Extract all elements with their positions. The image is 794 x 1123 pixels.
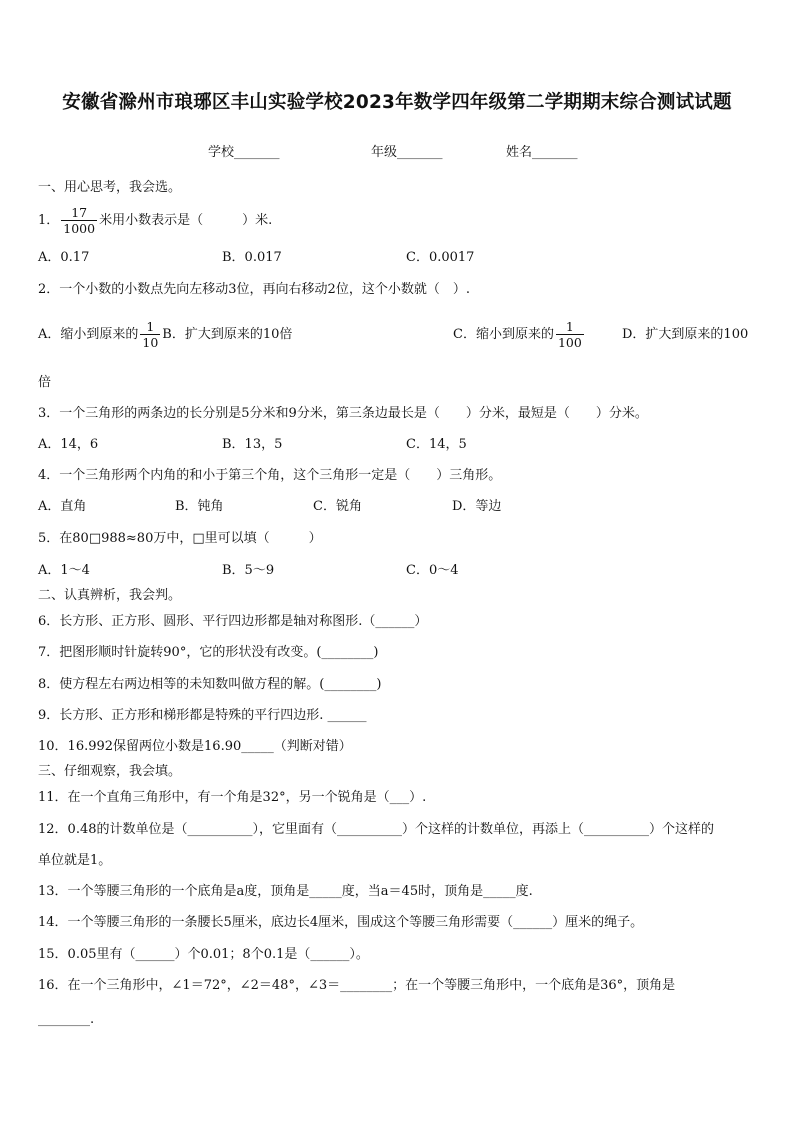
question-2: 2．一个小数的小数点先向左移动3位，再向右移动2位，这个小数就（ ）. — [38, 282, 470, 297]
fraction-numerator: 1 — [565, 319, 574, 334]
q5-option-b: B．5～9 — [222, 563, 275, 578]
grade-field: 年级_______ — [371, 145, 443, 160]
section-1-heading: 一、用心思考，我会选。 — [38, 180, 182, 195]
question-12-line-1: 12．0.48的计数单位是（__________），它里面有（__________）个这样的计数单位，再添上（__________）个这样的 — [38, 822, 714, 837]
question-14: 14．一个等腰三角形的一条腰长5厘米，底边长4厘米，围成这个等腰三角形需要（______）厘米的绳子。 — [38, 915, 644, 930]
q1-option-c: C．0.0017 — [406, 250, 475, 265]
fraction-17-over-1000 — [61, 205, 97, 236]
q4-option-c: C．锐角 — [313, 499, 362, 514]
fraction-denominator: 100 — [557, 335, 582, 350]
fraction-numerator: 17 — [71, 205, 88, 220]
q2-option-b: B．扩大到原来的10倍 — [162, 327, 293, 342]
q5-option-a: A．1～4 — [38, 563, 90, 578]
question-8: 8．使方程左右两边相等的未知数叫做方程的解。(________) — [38, 677, 382, 692]
q1-option-b: B．0.017 — [222, 250, 282, 265]
fraction-denominator: 10 — [142, 335, 159, 350]
question-12-line-2: 单位就是1。 — [38, 853, 112, 868]
question-16-line-1: 16．在一个三角形中，∠1＝72°，∠2＝48°，∠3＝________；在一个等腰三角形中，一个底角是36°，顶角是 — [38, 978, 676, 993]
q1-option-a: A．0.17 — [38, 250, 90, 265]
exam-title: 安徽省滁州市琅琊区丰山实验学校2023年数学四年级第二学期期末综合测试试题 — [62, 92, 732, 113]
q2-option-d-continued: 倍 — [38, 375, 52, 390]
question-3: 3．一个三角形的两条边的长分别是5分米和9分米，第三条边最长是（ ）分米，最短是（ ）分米。 — [38, 406, 648, 421]
q2-option-c-text: C．缩小到原来的 — [453, 327, 554, 342]
question-9: 9．长方形、正方形和梯形都是特殊的平行四边形. ______ — [38, 708, 367, 723]
fraction-denominator: 1000 — [63, 221, 96, 236]
q4-option-b: B．钝角 — [175, 499, 224, 514]
name-field: 姓名_______ — [506, 145, 578, 160]
q2-option-c — [453, 318, 586, 352]
section-3-heading: 三、仔细观察，我会填。 — [38, 764, 182, 779]
q4-option-a: A．直角 — [38, 499, 87, 514]
question-13: 13．一个等腰三角形的一个底角是a度，顶角是_____度，当a＝45时，顶角是_____度. — [38, 884, 533, 899]
q5-option-c: C．0～4 — [406, 563, 459, 578]
question-1-text: 米用小数表示是（ ）米. — [99, 213, 273, 228]
q3-option-c: C．14，5 — [406, 437, 467, 452]
fraction-numerator: 1 — [146, 319, 155, 334]
question-7: 7．把图形顺时针旋转90°，它的形状没有改变。(________) — [38, 645, 379, 660]
fraction-1-over-100 — [556, 319, 584, 350]
question-1 — [38, 204, 272, 238]
fraction-1-over-10 — [140, 319, 160, 350]
question-15: 15．0.05里有（______）个0.01；8个0.1是（______）。 — [38, 947, 369, 962]
q2-option-a — [38, 318, 292, 352]
section-2-heading: 二、认真辨析，我会判。 — [38, 588, 182, 603]
question-10: 10．16.992保留两位小数是16.90_____（判断对错） — [38, 739, 352, 754]
question-5: 5．在80□988≈80万中，□里可以填（ ） — [38, 531, 322, 546]
q2-option-a-text: A．缩小到原来的 — [38, 327, 139, 342]
question-1-number: 1． — [38, 213, 60, 228]
q4-option-d: D．等边 — [452, 499, 502, 514]
q3-option-b: B．13，5 — [222, 437, 283, 452]
q2-option-d: D．扩大到原来的100 — [622, 327, 749, 342]
school-field: 学校_______ — [208, 145, 280, 160]
question-4: 4．一个三角形两个内角的和小于第三个角，这个三角形一定是（ ）三角形。 — [38, 468, 502, 483]
q3-option-a: A．14，6 — [38, 437, 99, 452]
question-16-line-2: ________. — [38, 1012, 95, 1027]
question-11: 11．在一个直角三角形中，有一个角是32°，另一个锐角是（___）. — [38, 790, 427, 805]
question-6: 6．长方形、正方形、圆形、平行四边形都是轴对称图形.（______） — [38, 614, 428, 629]
